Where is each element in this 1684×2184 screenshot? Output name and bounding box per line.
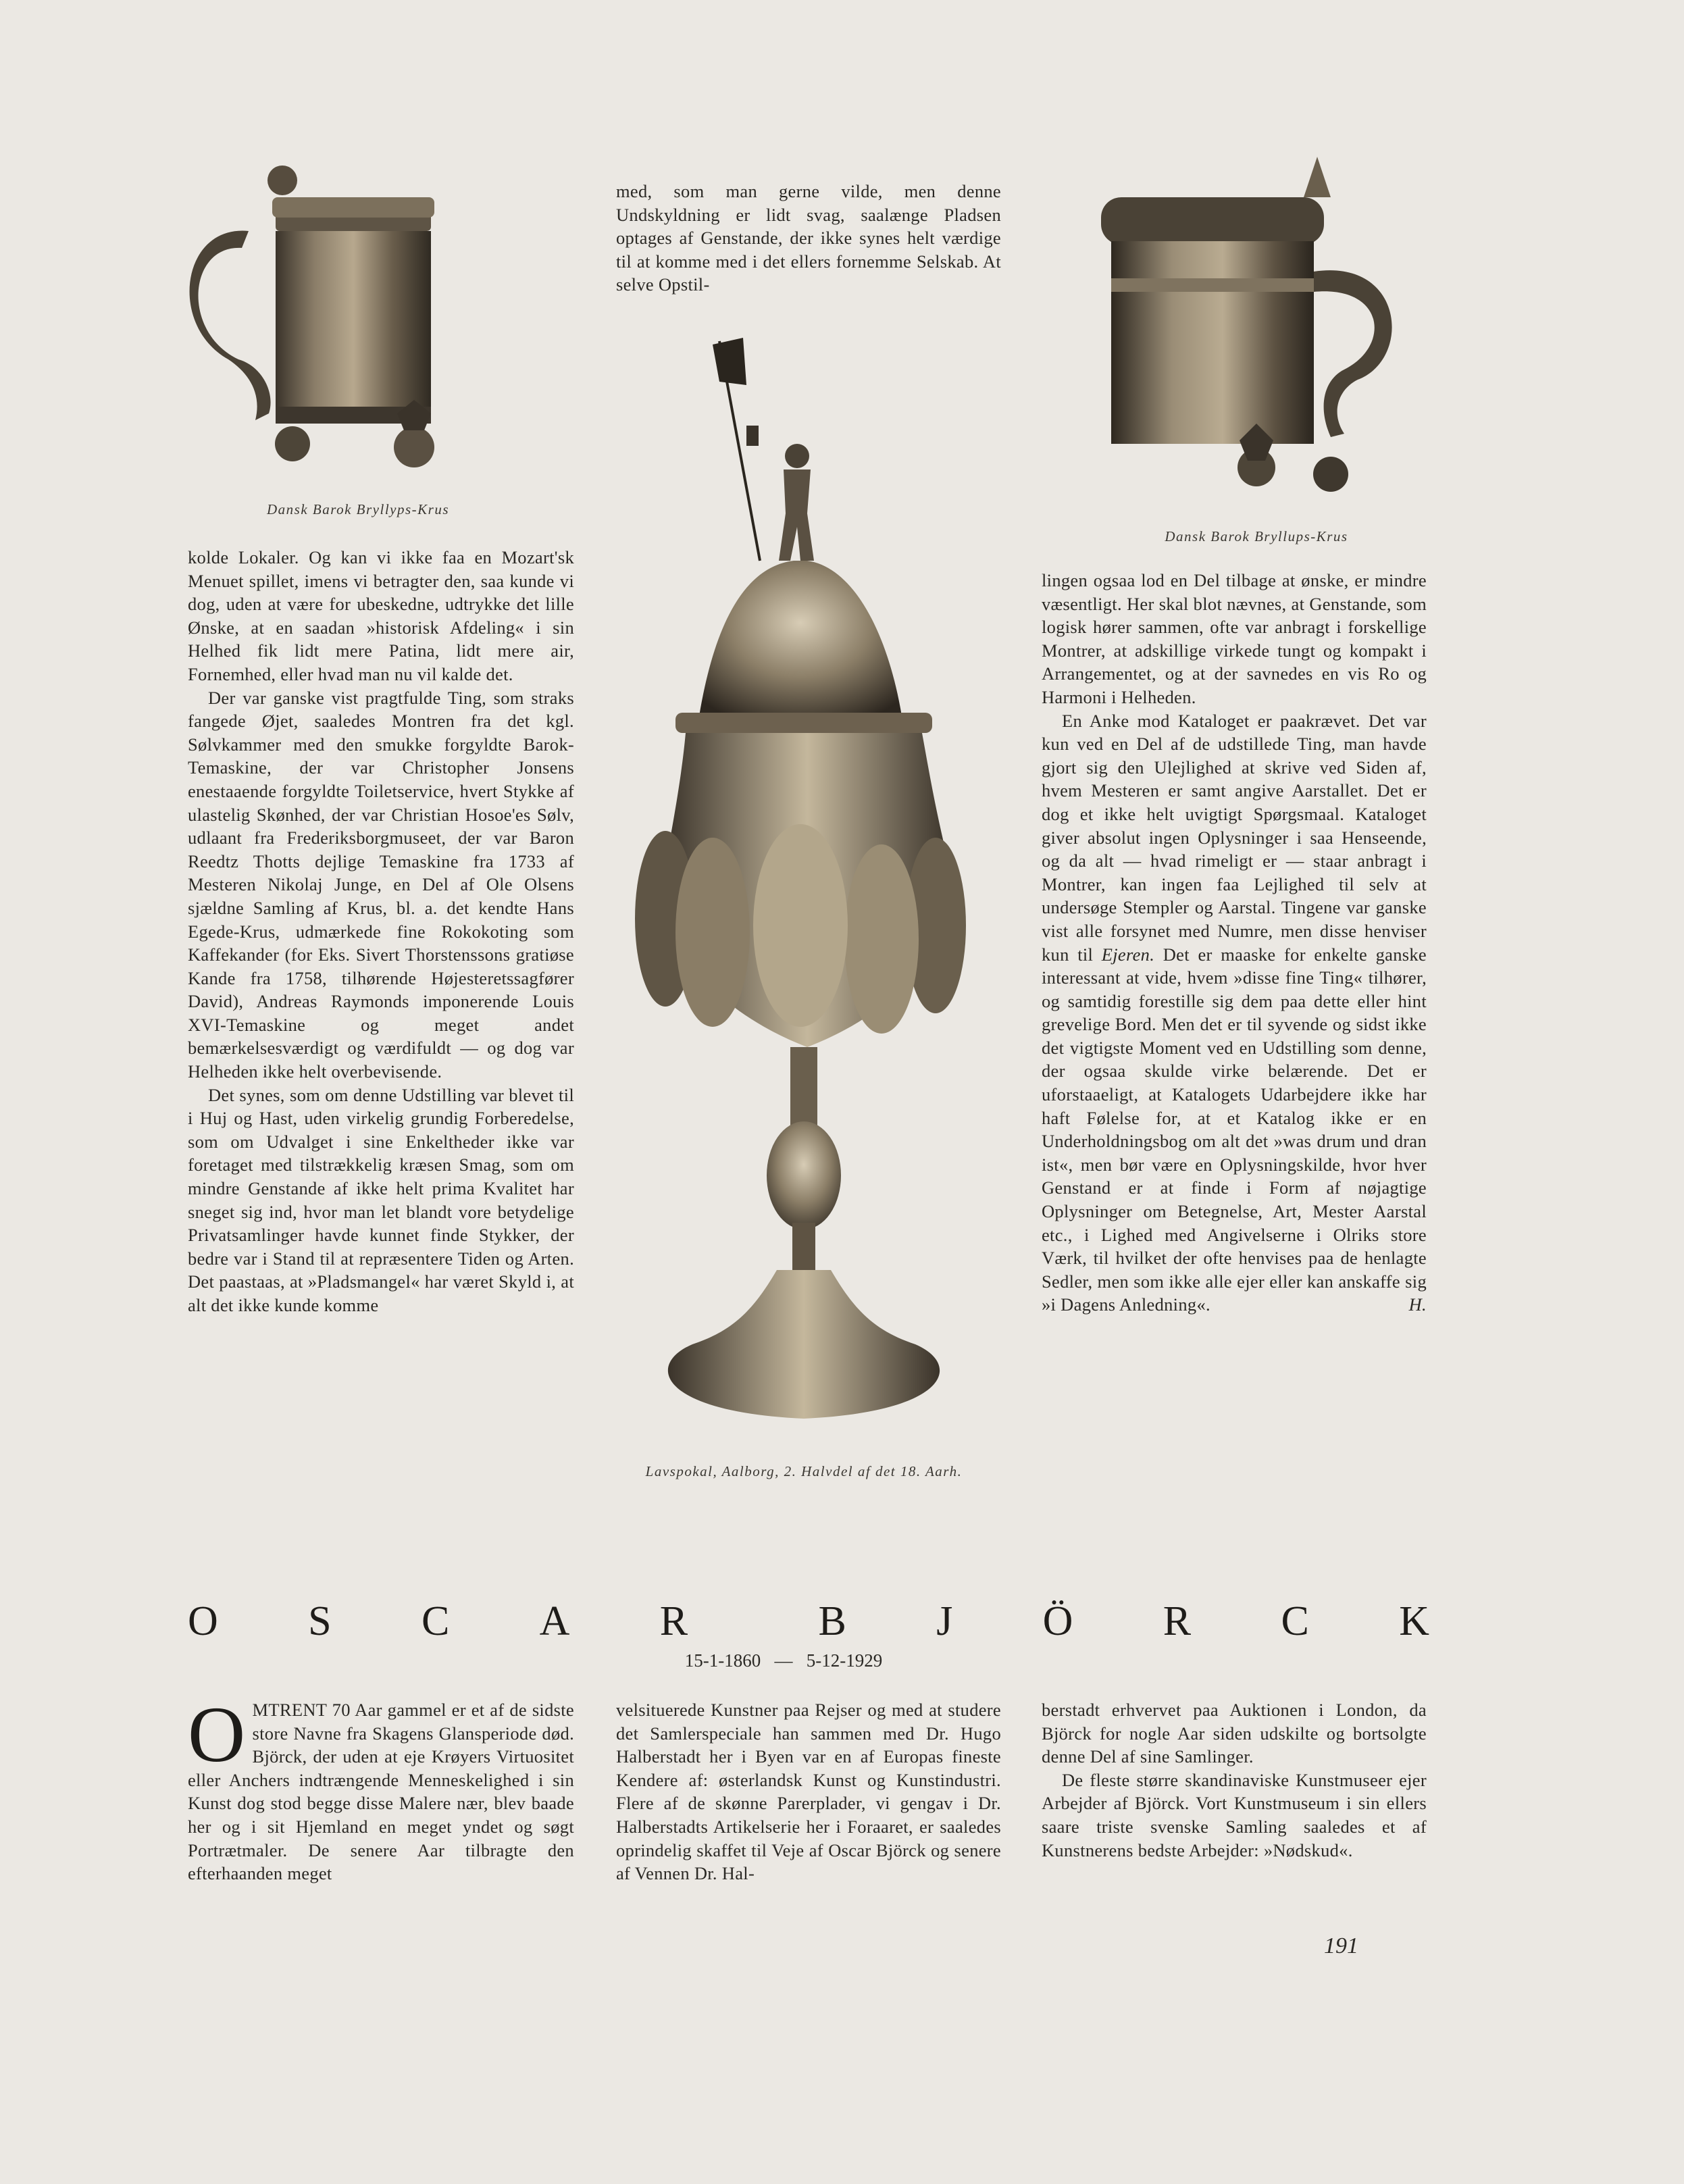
signature: H. [1408, 1294, 1427, 1315]
title-letter: C [1281, 1598, 1309, 1644]
article1-right-column [1042, 569, 1427, 1317]
paragraph [1042, 709, 1427, 1317]
goblet-photo [611, 338, 996, 1459]
title-letter: O [188, 1598, 218, 1644]
date-separator: — [774, 1650, 793, 1671]
emphasis: Ejeren. [1101, 944, 1155, 965]
article2-title [188, 1598, 1429, 1646]
article2-column-2 [616, 1698, 1001, 1885]
article1-left-column [188, 546, 574, 1317]
title-letter: J [936, 1598, 953, 1644]
paragraph: Det synes, som om denne Udstilling var blevet til i Huj og Hast, uden virkelig grundig Forberedelse, som om Udvalget i sine Enkeltheder ikke var foretaget med tilstrækkelig kræsen Smag, som om mindre Genstande af ikke helt prima Kvalitet har sneget sig ind, hvor man let blandt vore betydelige Privatsamlinger havde kunnet finde Stykker, der bedre var i Stand til at repræsentere Tiden og Arten. Det paastaas, at »Pladsmangel« har været Skyld i, at alt det ikke kunde komme [188, 1084, 574, 1315]
paragraph: De fleste større skandinaviske Kunstmuseer ejer Arbejder af Björck. Vort Kunstmuseum i sin ellers saare triste svenske Samling saaledes et af Kunstnerens bedste Arbejder: »Nødskud«. [1042, 1769, 1427, 1860]
tankard-right-caption: Dansk Barok Bryllups-Krus [1165, 528, 1348, 544]
date-death: 5-12-1929 [806, 1650, 883, 1671]
paragraph: Der var ganske vist pragtfulde Ting, som straks fangede Øjet, saaledes Montren fra det kgl. Sølvkammer med den smukke forgyldte Barok-Temaskine, der var Christopher Jonsens enestaaende forgyldte Toiletservice, hvert Stykke af ulastelig Skønhed, der var Christian Hosoe'es Sølv, udlaant fra Frederiksborgmuseet, der var Baron Reedtz Thotts dejlige Temaskine fra 1733 af Mesteren Nikolaj Junge, en Del af Ole Olsens sjældne Samling af Krus, bl. a. det kendte Hans Egede-Krus, udmærkede fine Rokokoting som Kaffekander (for Eks. Sivert Thorstenssons gratiøse Kande fra 1758, tilhørende Højesteretssagfører David), Andreas Raymonds imponerende Louis XVI-Temaskine og meget andet bemærkelsesværdigt og værdifuldt — og dog var Helheden ikke helt overbevisende. [188, 687, 574, 1082]
page-number: 191 [1324, 1933, 1358, 1958]
paragraph: med, som man gerne vilde, men denne Undskyldning er lidt svag, saalænge Pladsen optages af Genstande, der ikke synes helt værdige til at komme med i det ellers fornemme Selskab. At selve Opstil- [616, 181, 1001, 295]
title-letter: Ö [1042, 1598, 1073, 1644]
paragraph-text: MTRENT 70 Aar gammel er et af de sidste store Navne fra Skagens Glansperiode død. Björck, der uden at eje Krøyers Virtuositet eller Anchers indtrængende Menneskelighed i sin Kunst dog stod begge disse Malere nær, blev baade her og i sit Hjemland en meget yndet og søgt Portrætmaler. De senere Aar tilbragte den efterhaanden meget [188, 1700, 574, 1884]
paragraph-text: En Anke mod Kataloget er paakrævet. Det var kun ved en Del af de udstillede Ting, man havde gjort sig den Ulejlighed at skrive ved Siden af, hvem Mesteren er samt angive Aarstallet. Det er dog et ikke helt uvigtigt Spørgsmaal. Kataloget giver absolut ingen Oplysninger i saa Henseende, og da alt — hvad rimeligt er — staar anbragt i Montrer, kan ingen faa Lejlighed til selv at undersøge Stempler og Aarstal. Tingene var ganske vist alle forsynet med Numre, men disse henviser kun til [1042, 710, 1427, 965]
paragraph: kolde Lokaler. Og kan vi ikke faa en Mozart'sk Menuet spillet, imens vi betragter den, saa kunde vi dog, uden at være for ubeskedne, udtrykke det lille Ønske, at en saadan »historisk Afdeling« i sin Helhed fik lidt mere Patina, lidt mere air, Fornemhed, eller hvad man nu vil kalde det. [188, 547, 574, 684]
date-birth: 15-1-1860 [684, 1650, 761, 1671]
title-letter: C [421, 1598, 450, 1644]
paragraph: berstadt erhvervet paa Auktionen i London, da Björck for nogle Aar siden udskilte og bortsolgte denne Del af sine Samlinger. [1042, 1700, 1427, 1767]
paragraph: velsituerede Kunstner paa Rejser og med at studere det Samlerspeciale han sammen med Dr. Hugo Halberstadt her i Byen var en af Europas fineste Kendere af: østerlandsk Kunst og Kunstindustri. Flere af de skønne Parerplader, vi gengav i Dr. Halberstadts Artikelserie her i Foraaret, er saaledes oprindelig skaffet til Veje af Oscar Björck og senere af Vennen Dr. Hal- [616, 1700, 1001, 1884]
article2-dates [608, 1650, 959, 1671]
tankard-right-photo [1088, 157, 1452, 508]
title-letter: S [308, 1598, 332, 1644]
article2-column-3 [1042, 1698, 1427, 1862]
article1-center-top [616, 180, 1001, 297]
title-letter: K [1399, 1598, 1429, 1644]
title-letter: R [1163, 1598, 1192, 1644]
tankard-left-photo [174, 157, 526, 494]
paragraph [188, 1690, 574, 1885]
goblet-caption: Lavspokal, Aalborg, 2. Halvdel af det 18. Aarh. [645, 1463, 963, 1479]
title-letter: R [659, 1598, 688, 1644]
drop-cap: O [188, 1690, 246, 1779]
paragraph-text: Det er maaske for enkelte ganske interessant at vide, hvem »disse fine Ting« tilhører, og samtidig forestille sig dem paa dette eller hint grevelige Bord. Men det er til syvende og sidst ikke det vigtigste Moment ved en Udstilling som denne, der ogsaa skulde virke belærende. Det er uforstaaeligt, at Katalogets Udarbejdere ikke har haft Følelse for, at et Katalog ikke er en Underholdningsbog om alt det »was drum und dran ist«, men bør være en Oplysningskilde, hvor hver Genstand er at finde i Form af nøjagtige Oplysninger om Betegnelse, Art, Mester Aarstal etc., i Lighed med Angivelserne i Olriks store Værk, til hvilket der ofte henvises paa de henlagte Sedler, men som ikke alle ejer eller kan anskaffe sig »i Dagens Anledning«. [1042, 944, 1427, 1315]
paragraph: lingen ogsaa lod en Del tilbage at ønske, er mindre væsentligt. Her skal blot nævnes, at Genstande, som logisk hører sammen, ofte var anbragt i forskellige Montrer, at adskillige virkede tungt og kompakt i Arrangementet, og at der savnedes en vis Ro og Harmoni i Helheden. [1042, 570, 1427, 707]
tankard-left-caption: Dansk Barok Bryllyps-Krus [266, 501, 450, 517]
title-letter: A [539, 1598, 570, 1644]
article2-column-1 [188, 1690, 574, 1885]
title-letter: B [818, 1598, 846, 1644]
